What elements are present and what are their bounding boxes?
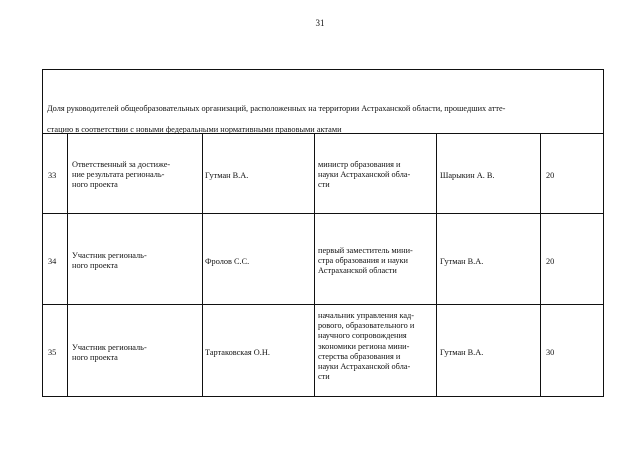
column-divider: [314, 133, 315, 397]
row-divider: [42, 304, 604, 305]
row-number: 35: [48, 348, 57, 357]
table-header-line: Доля руководителей общеобразовательных организаций, расположенных на территории Астраханской области, прошедших атте-: [47, 104, 506, 114]
column-divider: [436, 133, 437, 397]
position-cell: начальник управления кад- рового, образовательного и научного сопровождения экономики региона мини- стерства образования и науки Астраханской обла- сти: [318, 311, 415, 382]
value-cell: 20: [546, 171, 555, 180]
column-divider: [540, 133, 541, 397]
value-cell: 30: [546, 348, 555, 357]
person-cell: Гутман В.А.: [205, 171, 249, 180]
position-cell: первый заместитель мини- стра образования и науки Астраханской области: [318, 246, 413, 276]
role-cell: Участник региональ- ного проекта: [72, 251, 147, 271]
supervisor-cell: Гутман В.А.: [440, 257, 484, 266]
column-divider: [67, 133, 68, 397]
position-cell: министр образования и науки Астраханской обла- сти: [318, 160, 411, 190]
row-number: 33: [48, 171, 57, 180]
value-cell: 20: [546, 257, 555, 266]
role-cell: Участник региональ- ного проекта: [72, 343, 147, 363]
row-number: 34: [48, 257, 57, 266]
page-number: 31: [315, 18, 325, 28]
person-cell: Тартаковская О.Н.: [205, 348, 270, 357]
supervisor-cell: Шарыкин А. В.: [440, 171, 495, 180]
role-cell: Ответственный за достиже- ние результата региональ- ного проекта: [72, 160, 171, 190]
person-cell: Фролов С.С.: [205, 257, 250, 266]
table-header-line: стацию в соответствии с новыми федеральными нормативными правовыми актами: [47, 124, 342, 134]
table-header: [47, 94, 599, 145]
column-divider: [202, 133, 203, 397]
row-divider: [42, 213, 604, 214]
supervisor-cell: Гутман В.А.: [440, 348, 484, 357]
